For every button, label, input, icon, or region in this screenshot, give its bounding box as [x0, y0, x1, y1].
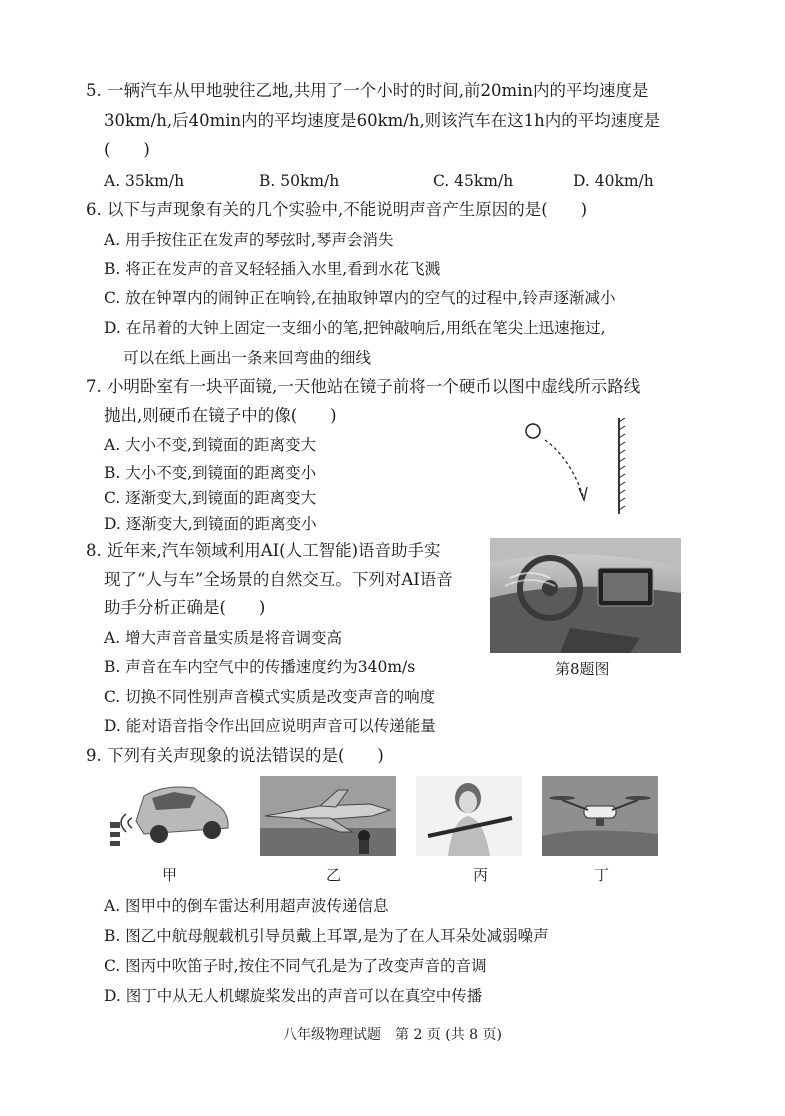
image-bing-flute-player: [416, 776, 522, 856]
coin-icon: [526, 424, 540, 438]
q7-option-c: C. 逐渐变大,到镜面的距离变大: [104, 489, 317, 507]
label-bing: 丙: [473, 866, 489, 884]
q8-option-d: D. 能对语音指令作出回应说明声音可以传递能量: [104, 717, 436, 735]
q8-stem-line2: 现了“人与车”全场景的自然交互。下列对AI语音: [104, 570, 453, 589]
q5-option-c: C. 45km/h: [433, 172, 514, 190]
q7-stem-line2: 抛出,则硬币在镜子中的像( ): [104, 406, 337, 425]
image-jia-reversing-radar: [104, 776, 234, 856]
q7-option-b: B. 大小不变,到镜面的距离变小: [104, 464, 317, 482]
q9-option-d: D. 图丁中从无人机螺旋桨发出的声音可以在真空中传播: [104, 987, 483, 1005]
q6-option-a: A. 用手按住正在发声的琴弦时,琴声会消失: [104, 231, 394, 249]
q7-stem-line1: 7. 小明卧室有一块平面镜,一天他站在镜子前将一个硬币以图中虚线所示路线: [86, 377, 641, 396]
q8-option-a: A. 增大声音音量实质是将音调变高: [104, 629, 343, 647]
q9-stem: 9. 下列有关声现象的说法错误的是( ): [86, 746, 384, 765]
q5-option-d: D. 40km/h: [573, 172, 654, 190]
image-ding-drone: [542, 776, 658, 856]
q6-option-d-cont: 可以在纸上画出一条来回弯曲的细线: [123, 349, 372, 367]
traffic-cone-icon: [110, 822, 120, 846]
q8-stem-line1: 8. 近年来,汽车领域利用AI(人工智能)语音助手实: [86, 541, 441, 560]
q7-mirror-figure: [515, 418, 635, 518]
q6-option-d: D. 在吊着的大钟上固定一支细小的笔,把钟敲响后,用纸在笔尖上迅速拖过,: [104, 319, 606, 337]
q7-option-d: D. 逐渐变大,到镜面的距离变小: [104, 515, 317, 533]
drone-body-icon: [584, 806, 616, 818]
car-interior-image: [490, 538, 681, 653]
q5-option-a: A. 35km/h: [104, 172, 185, 190]
q6-option-c: C. 放在钟罩内的闹钟正在响铃,在抽取钟罩内的空气的过程中,铃声逐渐减小: [104, 289, 616, 307]
q6-stem: 6. 以下与声现象有关的几个实验中,不能说明声音产生原因的是( ): [86, 200, 588, 219]
q5-stem-line2: 30km/h,后40min内的平均速度是60km/h,则该汽车在这1h内的平均速度是: [104, 111, 661, 130]
image-yi-carrier-jet: [260, 776, 396, 856]
q8-figure-caption: 第8题图: [555, 660, 610, 678]
propeller-icon: [625, 796, 651, 800]
q9-option-a: A. 图甲中的倒车雷达利用超声波传递信息: [104, 897, 389, 915]
q6-option-b: B. 将正在发声的音叉轻轻插入水里,看到水花飞溅: [104, 260, 441, 278]
page-footer: 八年级物理试题 第 2 页 (共 8 页): [283, 1027, 502, 1043]
throw-path: [545, 440, 583, 496]
q9-option-b: B. 图乙中航母舰载机引导员戴上耳罩,是为了在人耳朵处减弱噪声: [104, 927, 549, 945]
label-yi: 乙: [326, 866, 342, 884]
q9-option-c: C. 图丙中吹笛子时,按住不同气孔是为了改变声音的音调: [104, 957, 487, 975]
q5-stem-line3: ( ): [104, 140, 150, 159]
propeller-icon: [549, 796, 575, 800]
q5-stem-line1: 5. 一辆汽车从甲地驶往乙地,共用了一个小时的时间,前20min内的平均速度是: [86, 81, 649, 100]
label-jia: 甲: [162, 866, 178, 884]
label-ding: 丁: [594, 866, 610, 884]
q8-stem-line3: 助手分析正确是( ): [104, 598, 266, 617]
q8-option-c: C. 切换不同性别声音模式实质是改变声音的响度: [104, 688, 436, 706]
mirror-hatch: [619, 418, 625, 510]
q5-option-b: B. 50km/h: [259, 172, 340, 190]
q8-option-b: B. 声音在车内空气中的传播速度约为340m/s: [104, 658, 416, 676]
q7-option-a: A. 大小不变,到镜面的距离变大: [104, 436, 316, 454]
